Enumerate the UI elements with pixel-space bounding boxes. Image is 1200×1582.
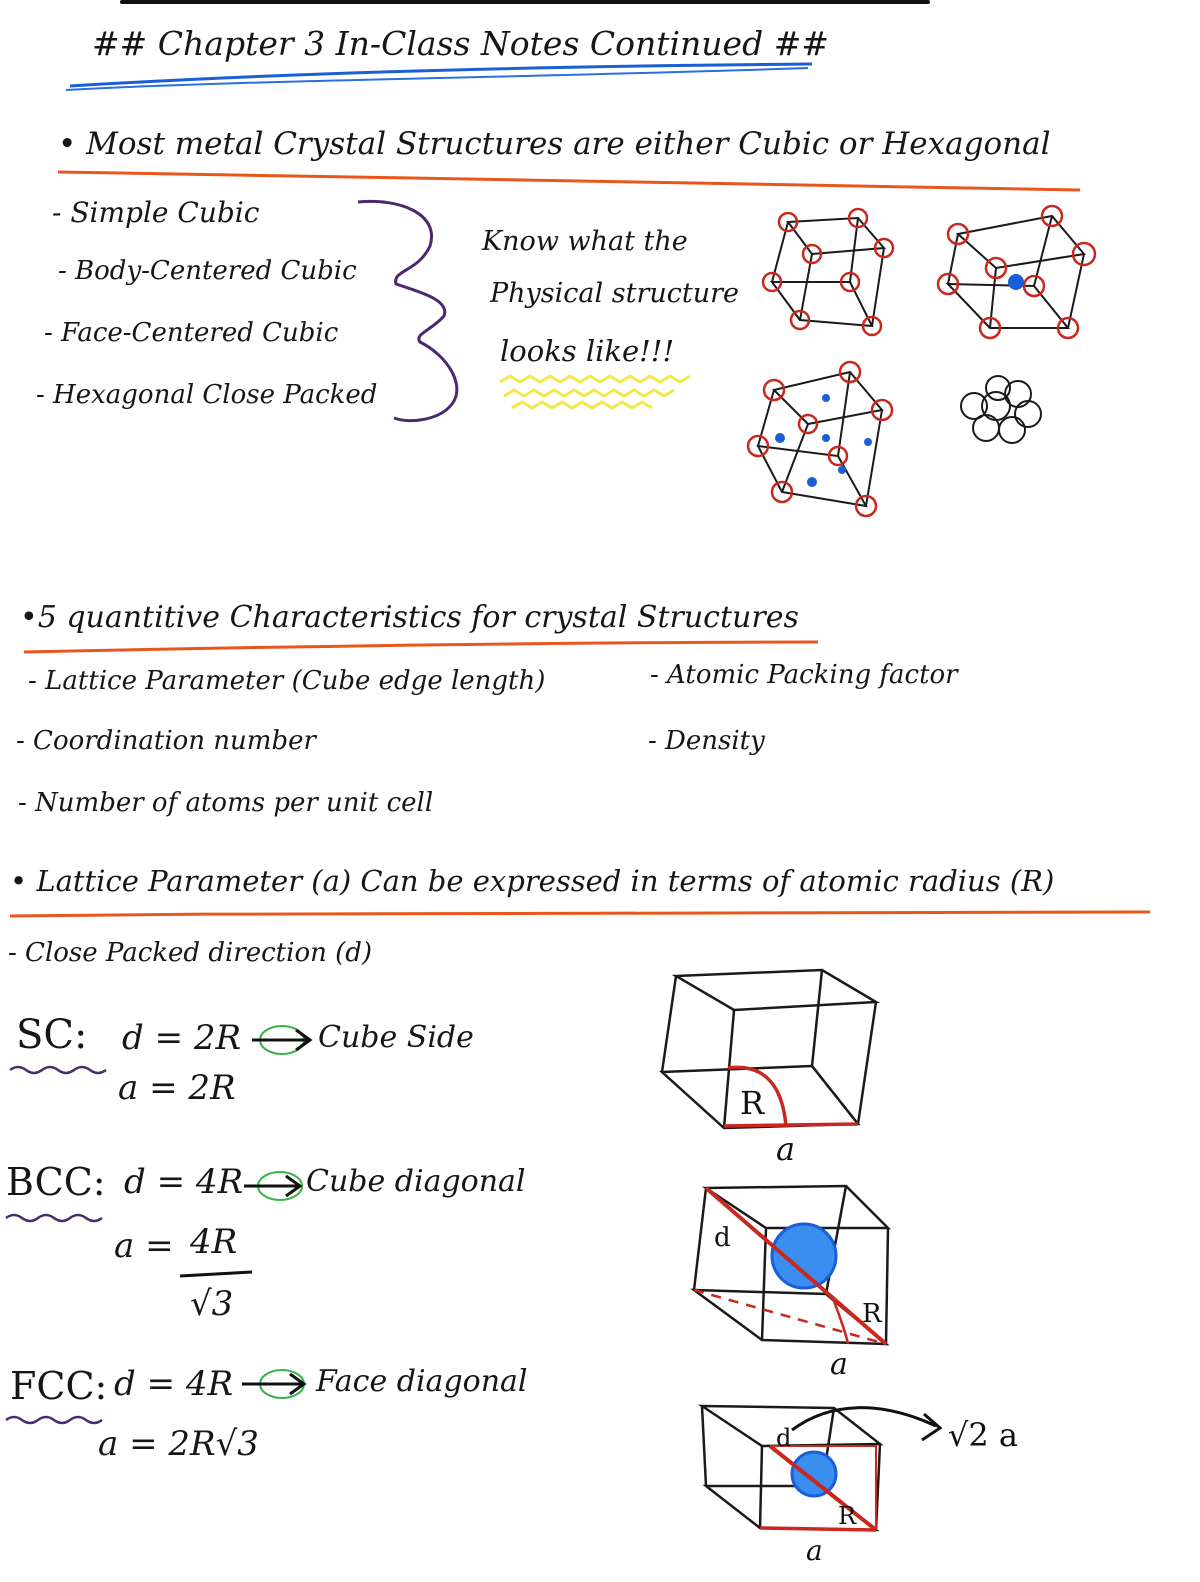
bcc-label-squiggle	[6, 1215, 102, 1221]
bcc-a-denominator: √3	[190, 1284, 234, 1324]
bcc-a-prefix: a =	[114, 1226, 174, 1266]
fcc-d-label: d	[776, 1424, 792, 1452]
characteristic-density: - Density	[648, 726, 765, 756]
bcc-label: BCC:	[6, 1160, 106, 1204]
fcc-a-equation: a = 2R√3	[98, 1424, 259, 1464]
section2-underline	[24, 642, 818, 652]
note-line-1: Know what the	[482, 226, 688, 257]
fcc-arrow	[242, 1370, 304, 1398]
section3-underline	[10, 911, 1150, 916]
page-title: ## Chapter 3 In-Class Notes Continued ##	[92, 24, 830, 63]
purple-brace	[358, 201, 457, 420]
section1-heading: • Most metal Crystal Structures are either Cubic or Hexagonal	[58, 126, 1051, 162]
sc-cube-diagram	[662, 970, 876, 1128]
fcc-cube-diagram	[702, 1406, 940, 1530]
title-underline	[70, 64, 812, 86]
characteristic-coordination: - Coordination number	[16, 726, 316, 756]
characteristic-atoms: - Number of atoms per unit cell	[18, 788, 434, 818]
sc-d-equation: d = 2R	[122, 1018, 242, 1058]
fcc-sqrt2a-annotation: √2 a	[948, 1416, 1018, 1454]
bcc-fraction-bar	[180, 1272, 252, 1276]
fcc-a-label: a	[806, 1534, 823, 1567]
bcc-r-label: R	[862, 1299, 882, 1329]
structure-item-sc: - Simple Cubic	[52, 196, 260, 229]
bcc-arrow	[244, 1172, 302, 1200]
sc-a-label: a	[776, 1130, 796, 1168]
section1-underline	[58, 172, 1080, 190]
bcc-a-numerator: 4R	[190, 1222, 238, 1262]
structure-item-hcp: - Hexagonal Close Packed	[36, 380, 378, 410]
sc-label-squiggle	[10, 1067, 106, 1073]
bcc-a-label: a	[830, 1347, 848, 1382]
fcc-d-equation: d = 4R	[114, 1364, 234, 1404]
yellow-highlight	[500, 376, 690, 382]
fcc-r-label: R	[838, 1502, 857, 1530]
note-line-3: looks like!!!	[500, 334, 675, 368]
characteristic-lattice: - Lattice Parameter (Cube edge length)	[28, 666, 546, 696]
bcc-arrow-text: Cube diagonal	[306, 1164, 526, 1199]
fcc-model	[748, 362, 892, 516]
sc-arrow-text: Cube Side	[318, 1020, 474, 1055]
bcc-d-label: d	[714, 1223, 731, 1253]
bcc-model	[938, 206, 1095, 338]
fcc-label-squiggle	[6, 1417, 102, 1423]
section2-heading: •5 quantitive Characteristics for crystal Structures	[20, 600, 799, 635]
structure-item-bcc: - Body-Centered Cubic	[58, 256, 357, 286]
section3-subheading: - Close Packed direction (d)	[8, 938, 373, 968]
section3-heading: • Lattice Parameter (a) Can be expressed in terms of atomic radius (R)	[10, 864, 1055, 898]
hcp-model	[961, 376, 1041, 443]
fcc-arrow-text: Face diagonal	[316, 1364, 528, 1399]
bcc-d-equation: d = 4R	[124, 1162, 244, 1202]
characteristic-apf: - Atomic Packing factor	[650, 660, 958, 690]
structure-item-fcc: - Face-Centered Cubic	[44, 318, 339, 348]
simple-cubic-model	[763, 209, 893, 335]
sc-label: SC:	[16, 1012, 88, 1058]
sc-arrow	[252, 1026, 310, 1054]
sc-a-equation: a = 2R	[118, 1068, 236, 1108]
fcc-label: FCC:	[10, 1364, 108, 1408]
sc-r-label: R	[740, 1084, 765, 1122]
note-line-2: Physical structure	[490, 278, 739, 309]
bcc-cube-diagram	[694, 1186, 888, 1344]
